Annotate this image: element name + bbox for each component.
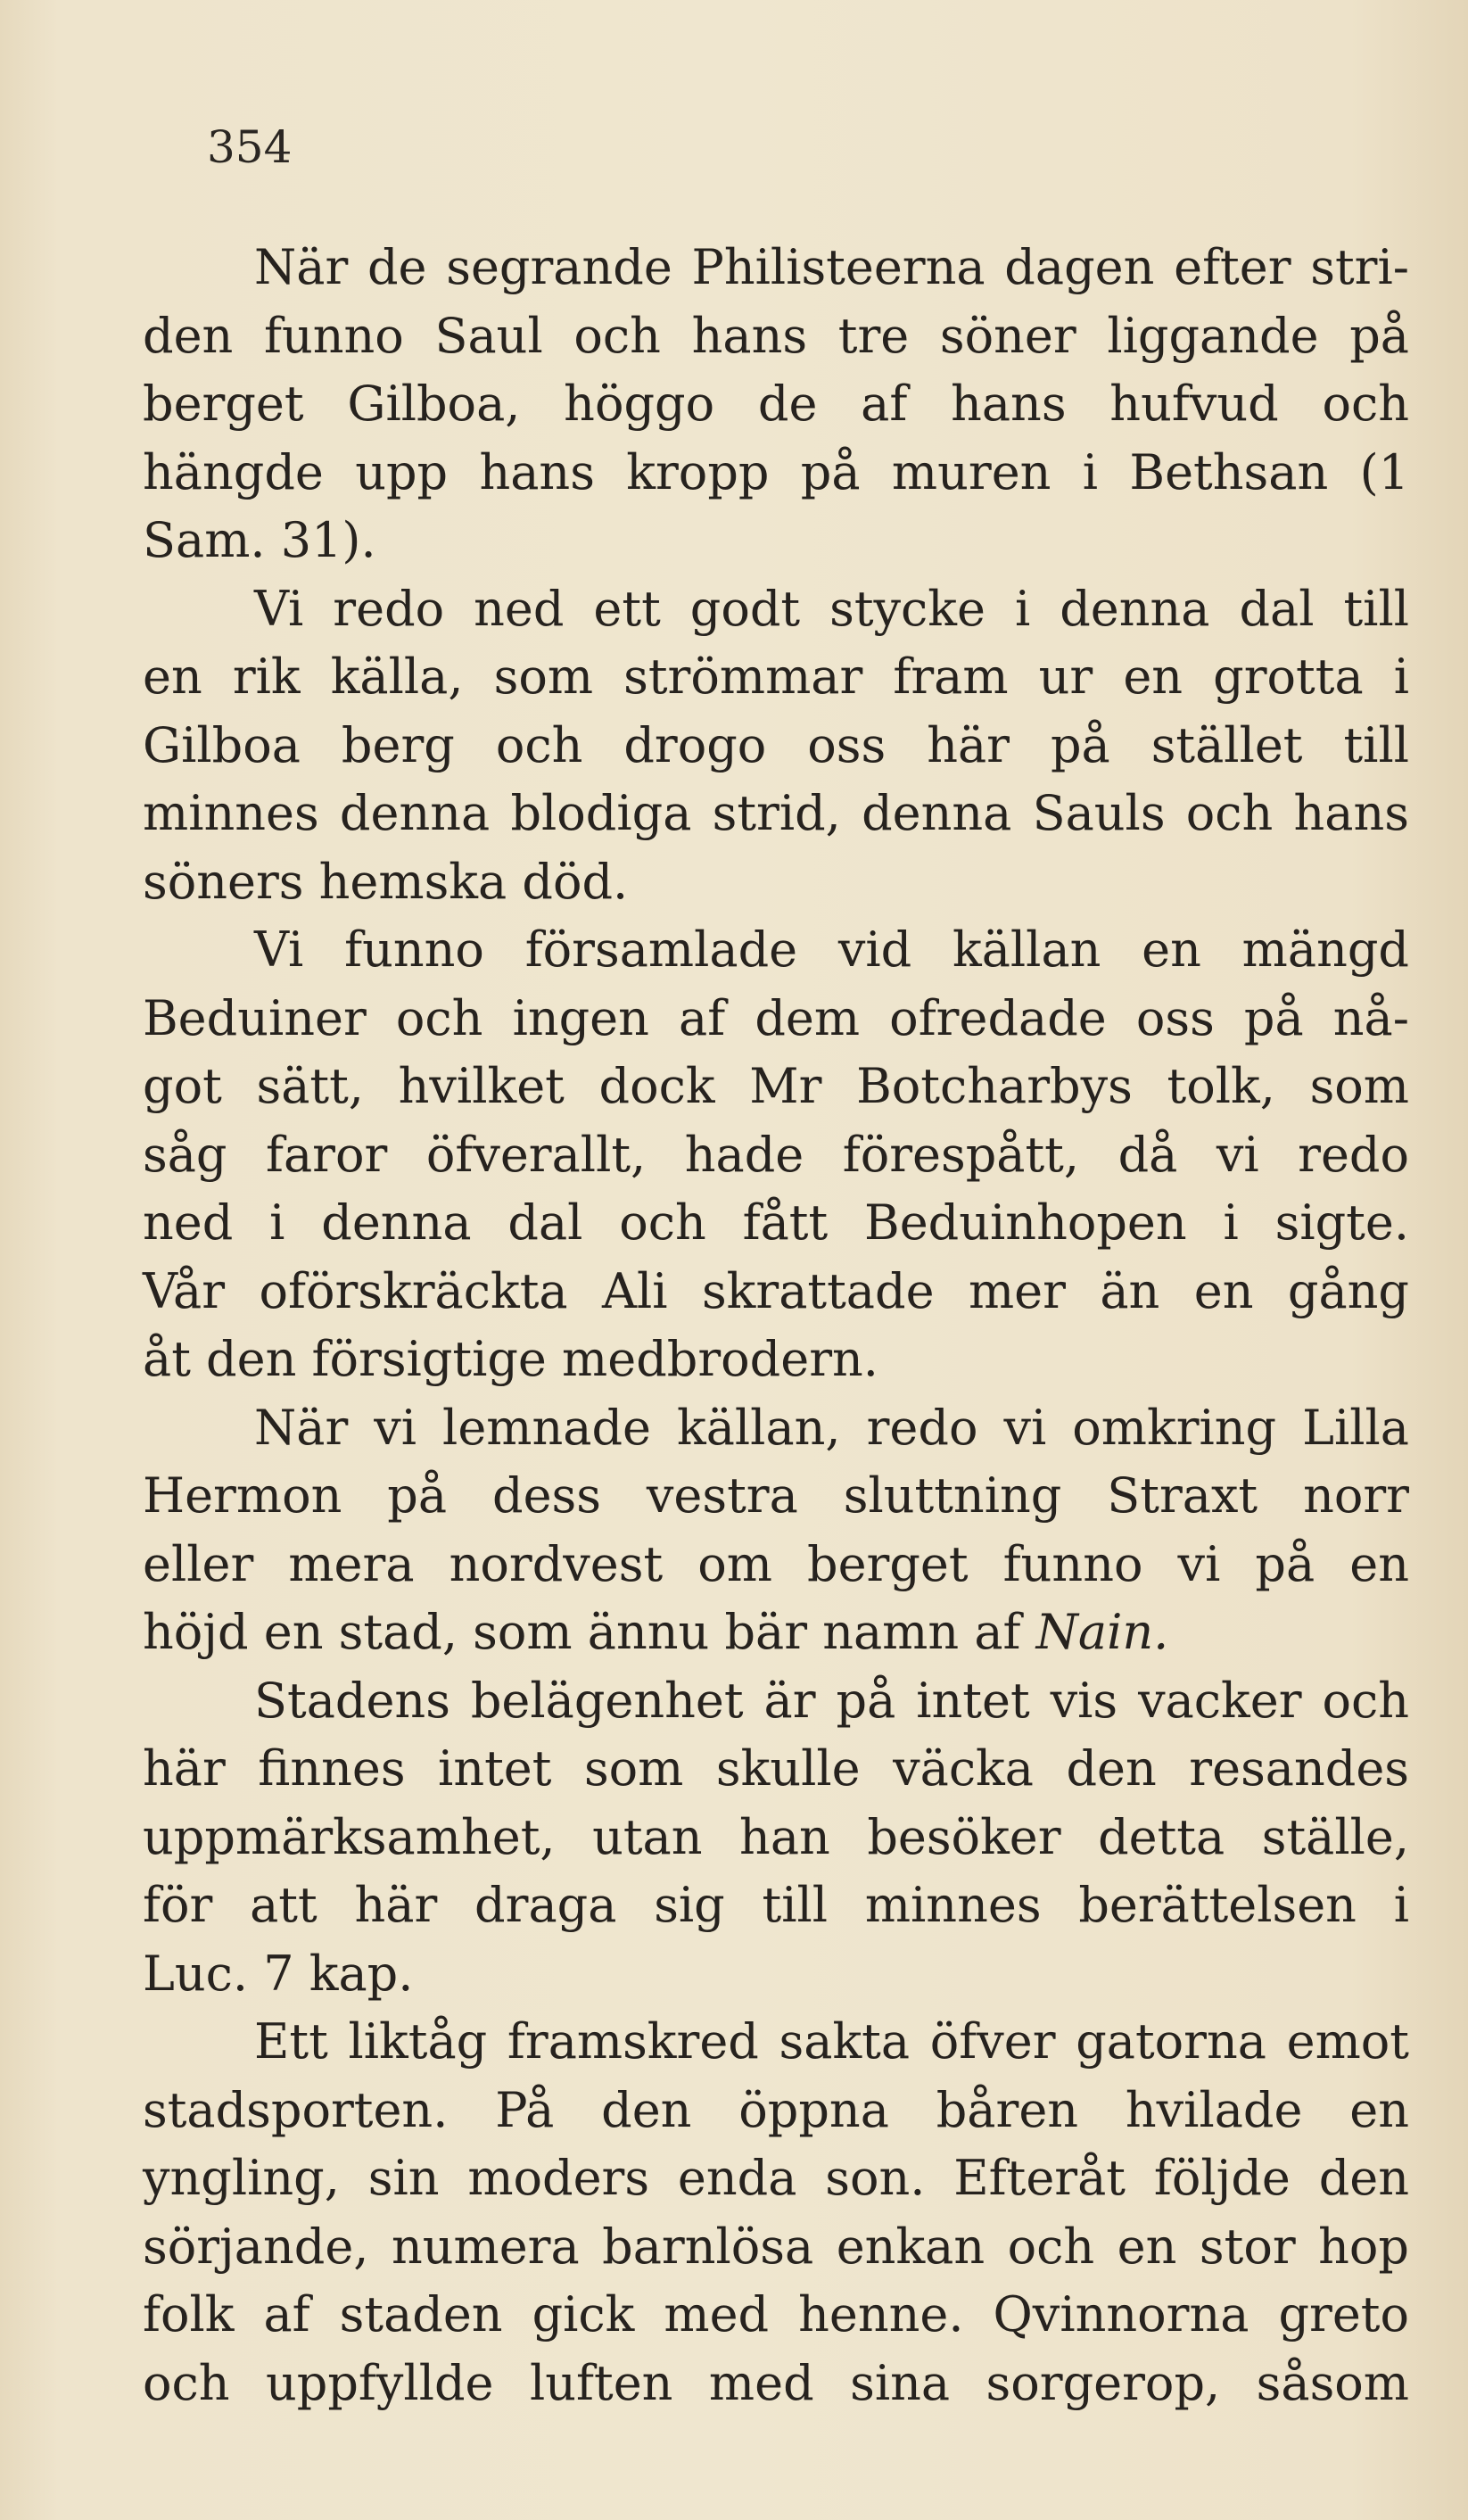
body-text <box>143 234 1409 2417</box>
text-line-content: stadsporten. På den öppna båren hvilade en <box>143 2081 1409 2138</box>
text-line-content: Vi redo ned ett godt stycke i denna dal till <box>254 580 1409 637</box>
text-line <box>143 1940 1409 2009</box>
text-line-content: här finnes intet som skulle väcka den resandes <box>143 1740 1409 1797</box>
text-line-content: berget Gilboa, höggo de af hans hufvud och <box>143 376 1409 432</box>
text-line <box>143 985 1409 1053</box>
text-line <box>143 1462 1409 1531</box>
text-line-content: Gilboa berg och drogo oss här på stället till <box>143 716 1409 773</box>
text-line-content: söners hemska död. <box>143 853 629 910</box>
text-line-content: och uppfyllde luften med sina sorgerop, såsom <box>143 2354 1409 2411</box>
text-line <box>143 643 1409 712</box>
text-line-content: sörjande, numera barnlösa enkan och en stor hop <box>143 2218 1409 2275</box>
text-line-content: åt den försigtige medbrodern. <box>143 1331 878 1387</box>
text-line <box>143 439 1409 508</box>
text-line-content: Stadens belägenhet är på intet vis vacker och <box>254 1672 1409 1729</box>
text-line <box>143 1804 1409 1872</box>
text-line-content: Vi funno församlade vid källan en mängd <box>254 921 1409 978</box>
text-line <box>143 1394 1409 1463</box>
text-line-content: yngling, sin moders enda son. Efteråt följde den <box>143 2150 1409 2206</box>
text-line <box>143 2350 1409 2418</box>
text-line <box>143 780 1409 848</box>
text-line-content: hängde upp hans kropp på muren i Bethsan (1 <box>143 443 1409 500</box>
text-line-content: eller mera nordvest om berget funno vi på en <box>143 1535 1409 1592</box>
text-line-content: folk af staden gick med henne. Qvinnorna greto <box>143 2286 1409 2342</box>
text-line-content: en rik källa, som strömmar fram ur en grotta i <box>143 649 1409 705</box>
text-line <box>143 1326 1409 1394</box>
text-line-content: minnes denna blodiga strid, denna Sauls och hans <box>143 785 1409 841</box>
text-line-content: Beduiner och ingen af dem ofredade oss på nå- <box>143 989 1409 1046</box>
text-line <box>143 2077 1409 2145</box>
text-line <box>143 370 1409 439</box>
text-line <box>143 1599 1409 1667</box>
text-line-content: Ett liktåg framskred sakta öfver gatorna emot <box>254 2013 1409 2070</box>
text-line-content: uppmärksamhet, utan han besöker detta ställe, <box>143 1808 1409 1865</box>
text-line <box>143 507 1409 575</box>
text-line <box>143 1735 1409 1804</box>
text-line <box>143 2281 1409 2350</box>
text-line <box>143 575 1409 644</box>
text-line-content: Sam. 31). <box>143 512 376 568</box>
text-line <box>143 1053 1409 1121</box>
text-line-content: När vi lemnade källan, redo vi omkring Lilla <box>254 1399 1409 1456</box>
text-line <box>143 1189 1409 1258</box>
text-line-content: såg faror öfverallt, hade förespått, då vi redo <box>143 1126 1409 1183</box>
text-line <box>143 712 1409 781</box>
text-line-content: Luc. 7 kap. <box>143 1945 414 2002</box>
text-line <box>143 2144 1409 2213</box>
text-line-content: höjd en stad, som ännu bär namn af <box>143 1604 1021 1660</box>
text-line <box>143 1121 1409 1190</box>
text-line <box>143 1871 1409 1940</box>
page-number: 354 <box>207 121 293 173</box>
text-line <box>143 234 1409 302</box>
text-line <box>143 1667 1409 1736</box>
text-line <box>143 916 1409 985</box>
text-line-content: Vår oförskräckta Ali skrattade mer än en gång <box>143 1262 1409 1319</box>
text-line <box>143 1531 1409 1599</box>
text-line-content: got sätt, hvilket dock Mr Botcharbys tolk, som <box>143 1058 1409 1114</box>
text-line-content: Hermon på dess vestra sluttning Straxt norr <box>143 1467 1409 1524</box>
text-line <box>143 1258 1409 1326</box>
text-line-content: den funno Saul och hans tre söner liggande på <box>143 307 1409 364</box>
text-line-content: När de segrande Philisteerna dagen efter stri- <box>254 239 1409 295</box>
text-line <box>143 2213 1409 2282</box>
text-line <box>143 848 1409 917</box>
place-name: Nain. <box>1035 1604 1169 1660</box>
text-line <box>143 302 1409 371</box>
text-line-content: ned i denna dal och fått Beduinhopen i sigte. <box>143 1194 1409 1251</box>
text-line <box>143 2008 1409 2077</box>
text-line-content: för att här draga sig till minnes berättelsen i <box>143 1877 1409 1933</box>
